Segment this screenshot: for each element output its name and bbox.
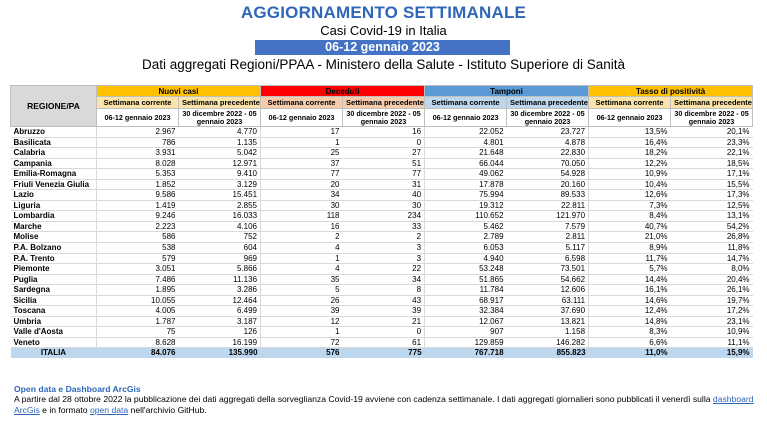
table-row [11,137,753,148]
cell-deceduti-previous: 0 [343,137,425,148]
cell-tasso-previous: 14,7% [671,253,753,264]
cell-tasso-previous: 26,1% [671,285,753,296]
cell-tasso-current: 8,9% [589,243,671,254]
cell-tasso-current: 8,3% [589,327,671,338]
table-row [11,127,753,138]
cell-casi-current: 1.787 [97,316,179,327]
cell-tasso-current: 10,9% [589,169,671,180]
cell-deceduti-previous: 39 [343,306,425,317]
cell-tasso-previous: 20,1% [671,127,753,138]
cell-deceduti-current: 4 [261,264,343,275]
cell-region: Liguria [11,200,97,211]
cell-tamponi-previous: 6.598 [507,253,589,264]
cell-tasso-previous: 19,7% [671,295,753,306]
cell-casi-current: 7.486 [97,274,179,285]
table-row [11,264,753,275]
cell-tamponi-current: 2.789 [425,232,507,243]
table-row [11,179,753,190]
cell-region: Friuli Venezia Giulia [11,179,97,190]
cell-tamponi-current: 75.994 [425,190,507,201]
cell-deceduti-current: 26 [261,295,343,306]
cell-deceduti-previous: 33 [343,221,425,232]
cell-tamponi-previous: 37.690 [507,306,589,317]
cell-tasso-previous: 17,1% [671,169,753,180]
cell-tamponi-previous: 63.111 [507,295,589,306]
cell-deceduti-previous: 40 [343,190,425,201]
cell-tamponi-current: 68.917 [425,295,507,306]
cell-tasso-previous: 8,0% [671,264,753,275]
cell-region: P.A. Bolzano [11,243,97,254]
cell-tamponi-previous: 89.533 [507,190,589,201]
subheader-previous: Settimana precedente [343,97,425,109]
cell-tamponi-current: 5.462 [425,221,507,232]
page-title: AGGIORNAMENTO SETTIMANALE [240,3,527,22]
cell-deceduti-current: 20 [261,179,343,190]
cell-tasso-current: 12,2% [589,158,671,169]
cell-deceduti-current: 34 [261,190,343,201]
cell-deceduti-current: 39 [261,306,343,317]
cell-tamponi-current: 21.648 [425,148,507,159]
cell-region: Toscana [11,306,97,317]
group-header-tasso-positivita: Tasso di positività [589,86,753,97]
total-deceduti-current: 576 [261,348,343,359]
cell-region: Puglia [11,274,97,285]
cell-casi-current: 1.419 [97,200,179,211]
cell-tasso-current: 6,6% [589,337,671,348]
table-row [11,221,753,232]
cell-region: Lazio [11,190,97,201]
cell-tasso-current: 5,7% [589,264,671,275]
date-previous: 30 dicembre 2022 - 05 gennaio 2023 [179,109,261,127]
date-current: 06-12 gennaio 2023 [589,109,671,127]
cell-deceduti-previous: 61 [343,337,425,348]
subheader-current: Settimana corrente [261,97,343,109]
cell-casi-current: 4.005 [97,306,179,317]
cell-deceduti-current: 12 [261,316,343,327]
total-tasso-current: 11,0% [589,348,671,359]
cell-deceduti-previous: 43 [343,295,425,306]
cell-deceduti-current: 16 [261,221,343,232]
cell-tamponi-current: 907 [425,327,507,338]
cell-tamponi-previous: 7.579 [507,221,589,232]
cell-deceduti-current: 30 [261,200,343,211]
cell-tasso-previous: 13,1% [671,211,753,222]
cell-deceduti-previous: 22 [343,264,425,275]
table-row [11,211,753,222]
cell-casi-current: 9.586 [97,190,179,201]
cell-casi-current: 5.353 [97,169,179,180]
cell-deceduti-current: 1 [261,137,343,148]
cell-deceduti-previous: 2 [343,232,425,243]
cell-deceduti-previous: 77 [343,169,425,180]
cell-region: Sardegna [11,285,97,296]
total-row [11,348,753,359]
cell-casi-previous: 9.410 [179,169,261,180]
subheader-current: Settimana corrente [97,97,179,109]
cell-tamponi-previous: 70.050 [507,158,589,169]
cell-deceduti-previous: 3 [343,253,425,264]
cell-casi-current: 1.895 [97,285,179,296]
cell-tamponi-previous: 73.501 [507,264,589,275]
table-row [11,337,753,348]
date-current: 06-12 gennaio 2023 [261,109,343,127]
cell-region: Abruzzo [11,127,97,138]
total-tamponi-previous: 855.823 [507,348,589,359]
cell-tamponi-current: 129.859 [425,337,507,348]
cell-casi-previous: 604 [179,243,261,254]
total-tamponi-current: 767.718 [425,348,507,359]
cell-region: P.A. Trento [11,253,97,264]
cell-casi-current: 538 [97,243,179,254]
cell-tasso-current: 7,3% [589,200,671,211]
cell-casi-previous: 5.042 [179,148,261,159]
cell-tamponi-previous: 22.830 [507,148,589,159]
cell-casi-previous: 969 [179,253,261,264]
cell-deceduti-previous: 234 [343,211,425,222]
cell-tasso-current: 16,4% [589,137,671,148]
cell-tamponi-current: 51.865 [425,274,507,285]
subheader-previous: Settimana precedente [507,97,589,109]
cell-deceduti-current: 37 [261,158,343,169]
cell-region: Emilia-Romagna [11,169,97,180]
cell-tamponi-previous: 54.662 [507,274,589,285]
total-casi-previous: 135.990 [179,348,261,359]
cell-deceduti-current: 17 [261,127,343,138]
cell-tamponi-current: 66.044 [425,158,507,169]
cell-tasso-previous: 22,1% [671,148,753,159]
cell-region: Umbria [11,316,97,327]
cell-tamponi-previous: 13.821 [507,316,589,327]
table-row [11,306,753,317]
total-tasso-previous: 15,9% [671,348,753,359]
cell-tamponi-current: 4.940 [425,253,507,264]
cell-region: Basilicata [11,137,97,148]
cell-tamponi-previous: 54.928 [507,169,589,180]
covid-weekly-table [10,85,753,358]
table-row [11,200,753,211]
cell-deceduti-current: 4 [261,243,343,254]
cell-tamponi-current: 32.384 [425,306,507,317]
table-row [11,169,753,180]
cell-casi-previous: 752 [179,232,261,243]
table-row [11,274,753,285]
cell-deceduti-current: 5 [261,285,343,296]
cell-deceduti-current: 35 [261,274,343,285]
cell-tasso-current: 14,6% [589,295,671,306]
cell-casi-current: 3.931 [97,148,179,159]
cell-tasso-current: 14,8% [589,316,671,327]
cell-tamponi-previous: 146.282 [507,337,589,348]
cell-tasso-current: 13,5% [589,127,671,138]
cell-deceduti-previous: 0 [343,327,425,338]
subheader-previous: Settimana precedente [671,97,753,109]
date-current: 06-12 gennaio 2023 [97,109,179,127]
cell-deceduti-previous: 51 [343,158,425,169]
cell-casi-current: 10.055 [97,295,179,306]
cell-tamponi-previous: 23.727 [507,127,589,138]
date-previous: 30 dicembre 2022 - 05 gennaio 2023 [343,109,425,127]
cell-tasso-previous: 20,4% [671,274,753,285]
cell-tasso-current: 12,4% [589,306,671,317]
date-previous: 30 dicembre 2022 - 05 gennaio 2023 [507,109,589,127]
cell-tamponi-previous: 2.811 [507,232,589,243]
cell-casi-previous: 5.866 [179,264,261,275]
subheader-current: Settimana corrente [425,97,507,109]
cell-casi-previous: 2.855 [179,200,261,211]
cell-deceduti-current: 1 [261,327,343,338]
cell-tamponi-previous: 121.970 [507,211,589,222]
cell-deceduti-previous: 21 [343,316,425,327]
total-deceduti-previous: 775 [343,348,425,359]
table-row [11,295,753,306]
cell-region: Calabria [11,148,97,159]
table-row [11,285,753,296]
cell-casi-previous: 4.770 [179,127,261,138]
cell-tamponi-current: 53.248 [425,264,507,275]
cell-tamponi-previous: 5.117 [507,243,589,254]
cell-casi-previous: 12.971 [179,158,261,169]
table-row [11,190,753,201]
cell-tasso-previous: 17,3% [671,190,753,201]
cell-tamponi-previous: 4.878 [507,137,589,148]
cell-deceduti-previous: 30 [343,200,425,211]
total-casi-current: 84.076 [97,348,179,359]
footer-text [14,394,754,415]
footer-text-part: e in formato [39,404,90,415]
cell-casi-previous: 4.106 [179,221,261,232]
cell-tamponi-current: 6.053 [425,243,507,254]
cell-tasso-previous: 23,3% [671,137,753,148]
cell-region: Campania [11,158,97,169]
cell-deceduti-previous: 27 [343,148,425,159]
cell-casi-previous: 3.129 [179,179,261,190]
cell-tasso-previous: 17,2% [671,306,753,317]
cell-tasso-previous: 11,1% [671,337,753,348]
cell-casi-current: 2.967 [97,127,179,138]
cell-region: Veneto [11,337,97,348]
cell-tamponi-current: 22.052 [425,127,507,138]
cell-tamponi-current: 11.784 [425,285,507,296]
cell-tasso-previous: 18,5% [671,158,753,169]
table-row [11,253,753,264]
cell-casi-previous: 126 [179,327,261,338]
cell-tasso-current: 18,2% [589,148,671,159]
cell-deceduti-previous: 3 [343,243,425,254]
cell-tamponi-current: 19.312 [425,200,507,211]
cell-deceduti-previous: 8 [343,285,425,296]
cell-casi-current: 1.852 [97,179,179,190]
date-previous: 30 dicembre 2022 - 05 gennaio 2023 [671,109,753,127]
cell-region: Sicilia [11,295,97,306]
cell-casi-current: 8.028 [97,158,179,169]
cell-tamponi-current: 17.878 [425,179,507,190]
cell-casi-current: 2.223 [97,221,179,232]
subheader-previous: Settimana precedente [179,97,261,109]
cell-tasso-previous: 11,8% [671,243,753,254]
cell-tasso-previous: 23,1% [671,316,753,327]
cell-casi-previous: 15.451 [179,190,261,201]
cell-tamponi-current: 49.062 [425,169,507,180]
table-row [11,316,753,327]
cell-deceduti-current: 77 [261,169,343,180]
subheader-current: Settimana corrente [589,97,671,109]
data-source-line: Dati aggregati Regioni/PPAA - Ministero della Salute - Istituto Superiore di Sanità [141,57,625,72]
cell-deceduti-current: 72 [261,337,343,348]
cell-tasso-current: 10,4% [589,179,671,190]
cell-tamponi-previous: 12.606 [507,285,589,296]
group-header-tamponi: Tamponi [425,86,589,97]
cell-deceduti-previous: 31 [343,179,425,190]
cell-tasso-current: 16,1% [589,285,671,296]
region-column-header: REGIONE/PA [11,86,97,127]
cell-deceduti-previous: 16 [343,127,425,138]
cell-deceduti-previous: 34 [343,274,425,285]
date-current: 06-12 gennaio 2023 [425,109,507,127]
cell-tamponi-previous: 22.811 [507,200,589,211]
footer-text-part: A partire dal 28 ottobre 2022 la pubblicazione dei dati aggregati della sorveglianza Covid-19 avviene con cadenza settimanale. I dati aggregati giornalieri sono pubblicati il venerdì sulla [14,394,713,404]
group-header-nuovi-casi: Nuovi casi [97,86,261,97]
cell-tasso-previous: 26,8% [671,232,753,243]
cell-casi-current: 579 [97,253,179,264]
cell-tasso-previous: 12,5% [671,200,753,211]
cell-casi-current: 586 [97,232,179,243]
page-subtitle: Casi Covid-19 in Italia [320,23,447,38]
cell-tasso-current: 14,4% [589,274,671,285]
group-header-deceduti: Deceduti [261,86,425,97]
cell-region: Marche [11,221,97,232]
cell-deceduti-current: 1 [261,253,343,264]
cell-casi-previous: 6.499 [179,306,261,317]
total-region: ITALIA [11,348,97,359]
open-data-link[interactable]: open data [89,404,129,415]
cell-casi-previous: 3.286 [179,285,261,296]
cell-casi-previous: 11.136 [179,274,261,285]
cell-tasso-current: 12,6% [589,190,671,201]
cell-tamponi-current: 110.652 [425,211,507,222]
cell-tasso-current: 8,4% [589,211,671,222]
cell-tamponi-current: 12.067 [425,316,507,327]
cell-casi-current: 786 [97,137,179,148]
footer-text-part: nell'archivio GitHub. [128,404,207,415]
cell-casi-previous: 1.135 [179,137,261,148]
cell-casi-current: 8.628 [97,337,179,348]
cell-tasso-current: 21,0% [589,232,671,243]
cell-deceduti-current: 25 [261,148,343,159]
cell-casi-current: 75 [97,327,179,338]
table-row [11,158,753,169]
cell-casi-current: 3.051 [97,264,179,275]
dashboard-arcgis-link[interactable]: dashboard ArcGis [14,394,754,415]
table-row [11,243,753,254]
cell-region: Piemonte [11,264,97,275]
cell-casi-previous: 3.187 [179,316,261,327]
cell-region: Molise [11,232,97,243]
cell-deceduti-current: 118 [261,211,343,222]
cell-tamponi-current: 4.801 [425,137,507,148]
cell-tasso-previous: 54,2% [671,221,753,232]
table-body [11,127,753,359]
cell-casi-previous: 12.464 [179,295,261,306]
cell-region: Lombardia [11,211,97,222]
cell-tamponi-previous: 1.158 [507,327,589,338]
cell-tasso-previous: 10,9% [671,327,753,338]
cell-deceduti-current: 2 [261,232,343,243]
cell-tamponi-previous: 20.160 [507,179,589,190]
week-banner: 06-12 gennaio 2023 [255,40,510,55]
table-row [11,327,753,338]
cell-region: Valle d'Aosta [11,327,97,338]
cell-casi-previous: 16.199 [179,337,261,348]
cell-tasso-current: 40,7% [589,221,671,232]
cell-casi-previous: 16.033 [179,211,261,222]
cell-tasso-previous: 15,5% [671,179,753,190]
table-row [11,232,753,243]
table-row [11,148,753,159]
cell-casi-current: 9.246 [97,211,179,222]
footer-title: Open data e Dashboard ArcGis [14,384,141,394]
cell-tasso-current: 11,7% [589,253,671,264]
